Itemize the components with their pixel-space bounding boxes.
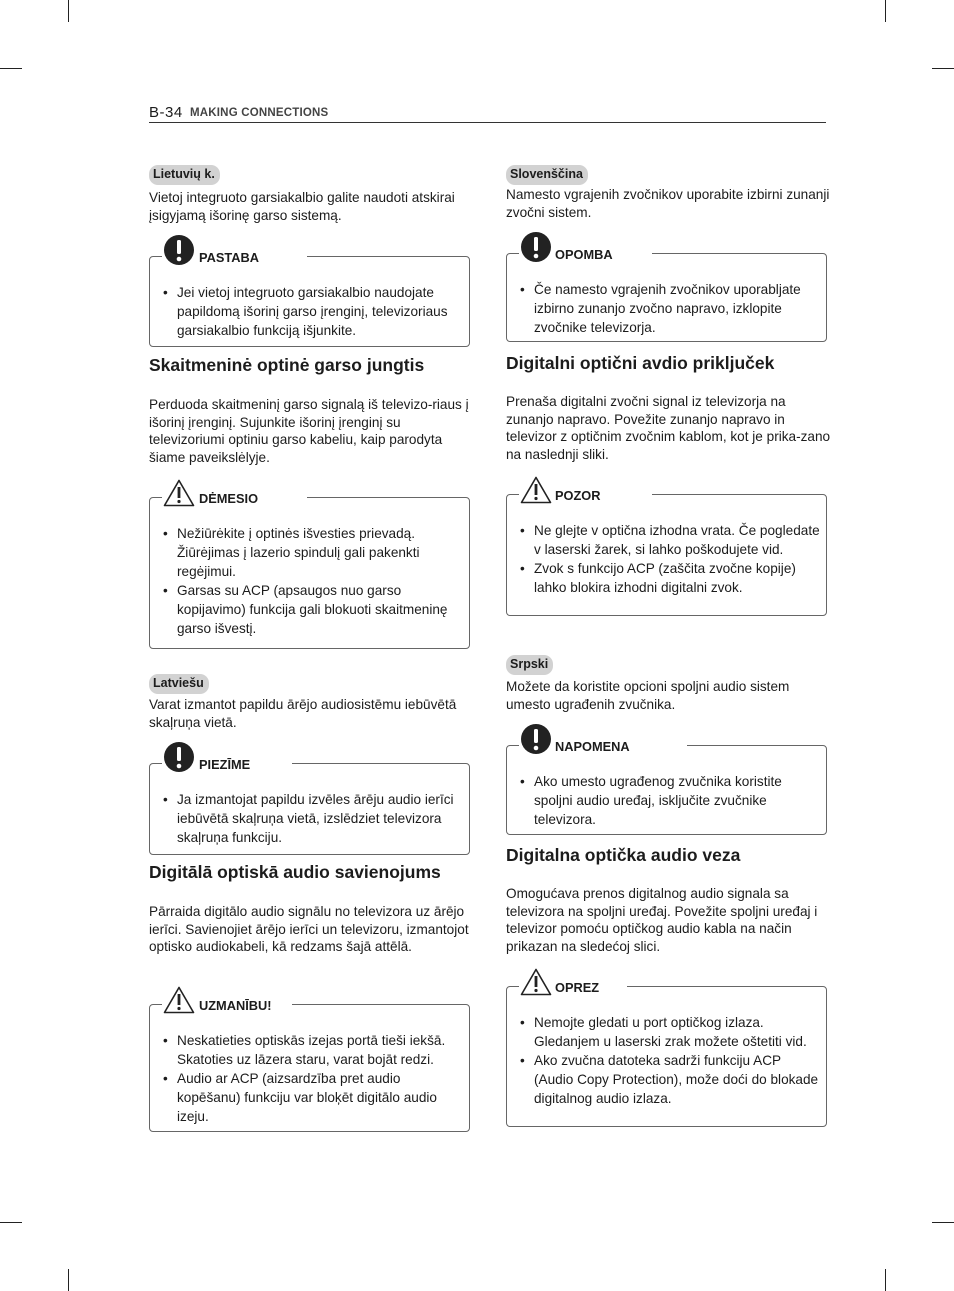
crop-mark	[932, 1222, 954, 1223]
caution-list	[163, 524, 463, 638]
crop-mark	[885, 0, 886, 22]
list-item: • Audio ar ACP (aizsardzība pret audio kopēšanu) funkciju var bloķēt digitālo audio izeju.	[163, 1069, 463, 1126]
intro-text: Varat izmantot papildu ārējo audiosistēmu iebūvētā skaļruņa vietā.	[149, 697, 457, 730]
note-list	[163, 790, 463, 847]
caution-title: POZOR	[555, 489, 605, 503]
crop-mark	[0, 68, 22, 69]
crop-mark	[932, 68, 954, 69]
intro-text: Namesto vgrajenih zvočnikov uporabite izbirni zunanji zvočni sistem.	[506, 187, 830, 220]
note-icon	[521, 231, 551, 263]
list-item: • Ne glejte v optična izhodna vrata. Če pogledate v laserski žarek, si lahko poškodujete vid.	[520, 521, 820, 559]
caution-box	[506, 488, 827, 616]
body-text: Perduoda skaitmeninį garso signalą iš televizo-riaus į išorinį įrenginį. Sujunkite išorinį įrenginį su televizoriumi optiniu garso kabeliu, kaip parodyta šiame paveikslėlyje.	[149, 397, 469, 465]
intro-text: Možete da koristite opcioni spoljni audio sistem umesto ugrađenih zvučnika.	[506, 679, 790, 712]
list-item: • Nežiūrėkite į optinės išvesties prievadą. Žiūrėjimas į lazerio spindulį gali pakenkti regėjimui.	[163, 524, 463, 581]
list-item: • Nemojte gledati u port optičkog izlaza. Gledanjem u laserski zrak možete oštetiti vid.	[520, 1013, 820, 1051]
intro-text: Vietoj integruoto garsiakalbio galite naudoti atskirai įsigyjamą išorinę garso sistemą.	[149, 190, 455, 223]
list-item: • Jei vietoj integruoto garsiakalbio naudojate papildomą išorinį garso įrenginį, televizoriaus garsiakalbio funkciją išjunkite.	[163, 283, 463, 340]
note-box	[149, 757, 470, 855]
section-title: MAKING CONNECTIONS	[190, 107, 329, 119]
language-tag-latvian: Latviešu	[149, 674, 209, 694]
crop-mark	[68, 1269, 69, 1291]
list-item: • Ako zvučna datoteka sadrži funkciju ACP (Audio Copy Protection), može doći do blokade digitalnog audio izlaza.	[520, 1051, 820, 1108]
page-header	[149, 103, 826, 123]
note-icon	[164, 741, 194, 773]
note-title: NAPOMENA	[555, 740, 634, 754]
caution-box	[506, 980, 827, 1127]
note-box	[506, 739, 827, 835]
section-heading: Skaitmeninė optinė garso jungtis	[149, 355, 425, 375]
note-icon	[164, 234, 194, 266]
crop-mark	[885, 1269, 886, 1291]
list-item: • Če namesto vgrajenih zvočnikov uporabljate izbirno zunanjo zvočno napravo, izklopite zvočnike televizorja.	[520, 280, 820, 337]
warning-triangle-icon	[520, 476, 552, 504]
language-tag-lithuanian: Lietuvių k.	[149, 165, 220, 185]
note-icon	[521, 723, 551, 755]
list-item: • Neskatieties optiskās izejas portā tieši iekšā. Skatoties uz lāzera staru, varat bojāt redzi.	[163, 1031, 463, 1069]
caution-title: OPREZ	[555, 981, 603, 995]
section-heading: Digitalna optička audio veza	[506, 845, 741, 865]
body-text: Omogućava prenos digitalnog audio signala sa televizora na spoljni uređaj. Povežite spoljni uređaj i televizor pomoću optičkog audio kabla na način prikazan na sledećoj slici.	[506, 886, 818, 954]
list-item: • Ja izmantojat papildu izvēles ārēju audio ierīci iebūvētā skaļruņa vietā, izslēdziet televizora skaļruņa funkciju.	[163, 790, 463, 847]
caution-title: DĖMESIO	[199, 492, 262, 506]
caution-list	[163, 1031, 463, 1126]
note-box	[506, 247, 827, 342]
language-tag-slovenian: Slovenščina	[506, 165, 588, 185]
language-tag-serbian: Srpski	[506, 655, 553, 675]
note-list	[163, 283, 463, 340]
list-item: • Garsas su ACP (apsaugos nuo garso kopijavimo) funkcija gali blokuoti skaitmeninę garso išvestį.	[163, 581, 463, 638]
page-number: B-34	[149, 104, 183, 121]
list-item: • Zvok s funkcijo ACP (zaščita zvočne kopije) lahko blokira izhodni digitalni zvok.	[520, 559, 820, 597]
caution-box	[149, 998, 470, 1132]
note-title: PIEZĪME	[199, 758, 254, 772]
caution-list	[520, 521, 820, 597]
crop-mark	[0, 1222, 22, 1223]
crop-mark	[68, 0, 69, 22]
section-heading: Digitalni optični avdio priključek	[506, 353, 775, 373]
warning-triangle-icon	[163, 479, 195, 507]
warning-triangle-icon	[520, 968, 552, 996]
note-title: OPOMBA	[555, 248, 617, 262]
caution-title: UZMANĪBU!	[199, 999, 276, 1013]
body-text: Prenaša digitalni zvočni signal iz televizorja na zunanjo napravo. Povežite zunanjo napravo in televizor z optičnim zvočnim kablom, kot je prika-zano na naslednji sliki.	[506, 394, 831, 462]
caution-list	[520, 1013, 820, 1108]
note-title: PASTABA	[199, 251, 263, 265]
caution-box	[149, 491, 470, 649]
section-heading: Digitālā optiskā audio savienojums	[149, 862, 441, 882]
list-item: • Ako umesto ugrađenog zvučnika koristite spoljni audio uređaj, isključite zvučnike televizora.	[520, 772, 820, 829]
note-list	[520, 280, 820, 337]
note-box	[149, 250, 470, 347]
warning-triangle-icon	[163, 986, 195, 1014]
body-text: Pārraida digitālo audio signālu no televizora uz ārējo ierīci. Savienojiet ārējo ierīci un televizoru, izmantojot optisko audiokabeli, kā redzams šajā attēlā.	[149, 904, 469, 955]
note-list	[520, 772, 820, 829]
